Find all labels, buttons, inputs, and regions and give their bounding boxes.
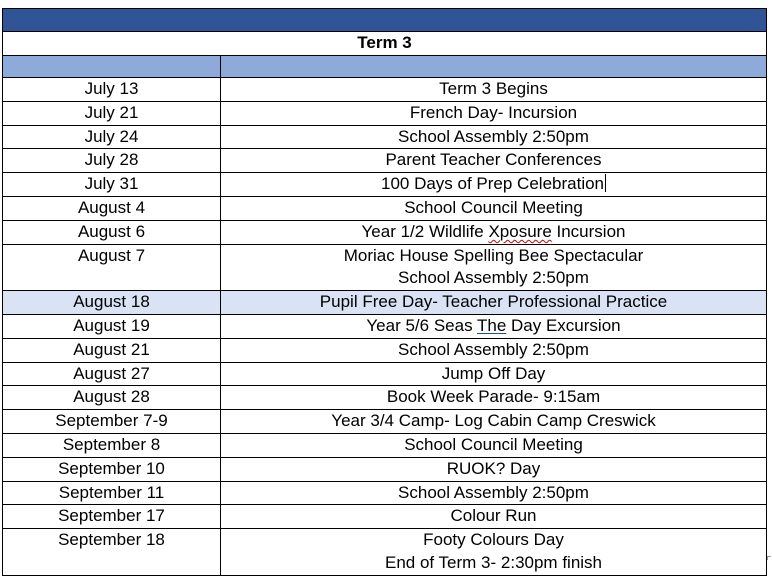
term-calendar-table	[2, 8, 767, 576]
date-cell[interactable]: July 21	[3, 101, 221, 125]
text-cursor	[605, 174, 606, 192]
date-cell[interactable]: August 6	[3, 220, 221, 244]
event-cell[interactable]: School Council Meeting	[221, 196, 767, 220]
event-cell[interactable]	[221, 314, 767, 338]
date-cell[interactable]: September 17	[3, 505, 221, 529]
table-row	[3, 220, 767, 244]
date-cell[interactable]: July 13	[3, 78, 221, 102]
grammar-flagged-word[interactable]: The	[476, 315, 507, 335]
table-row	[3, 457, 767, 481]
table-row	[3, 433, 767, 457]
table-row	[3, 173, 767, 197]
event-cell[interactable]: Parent Teacher Conferences	[221, 149, 767, 173]
event-cell[interactable]	[221, 220, 767, 244]
event-cell[interactable]: Colour Run	[221, 505, 767, 529]
date-cell[interactable]: August 4	[3, 196, 221, 220]
event-cell[interactable]: School Council Meeting	[221, 433, 767, 457]
event-line: Moriac House Spelling Bee Spectacular	[343, 245, 644, 265]
subheader-band-row	[3, 56, 767, 78]
subheader-cell-date[interactable]	[3, 56, 221, 78]
event-cell[interactable]: Book Week Parade- 9:15am	[221, 386, 767, 410]
table-row	[3, 101, 767, 125]
date-cell[interactable]: August 19	[3, 314, 221, 338]
date-cell[interactable]: July 24	[3, 125, 221, 149]
event-text: 100 Days of Prep Celebration	[380, 174, 605, 194]
event-cell[interactable]: French Day- Incursion	[221, 101, 767, 125]
table-row	[3, 410, 767, 434]
date-cell[interactable]: July 28	[3, 149, 221, 173]
event-cell[interactable]: Jump Off Day	[221, 362, 767, 386]
event-line: End of Term 3- 2:30pm finish	[384, 552, 602, 572]
table-resize-handle[interactable]	[767, 556, 771, 560]
date-cell[interactable]: September 11	[3, 481, 221, 505]
event-cell[interactable]: School Assembly 2:50pm	[221, 125, 767, 149]
table-row	[3, 314, 767, 338]
table-row	[3, 125, 767, 149]
event-text-part: Day Excursion	[506, 315, 621, 335]
table-row	[3, 338, 767, 362]
event-cell[interactable]: School Assembly 2:50pm	[221, 481, 767, 505]
event-text-part: Incursion	[551, 221, 626, 241]
event-cell[interactable]: Pupil Free Day- Teacher Professional Practice	[221, 291, 767, 315]
date-cell[interactable]: August 21	[3, 338, 221, 362]
date-cell[interactable]: August 7	[3, 244, 221, 291]
table-row	[3, 78, 767, 102]
event-line: Footy Colours Day	[423, 530, 564, 550]
date-cell[interactable]: September 7-9	[3, 410, 221, 434]
date-cell[interactable]: July 31	[3, 173, 221, 197]
table-row	[3, 244, 767, 291]
header-band	[3, 9, 767, 32]
spellcheck-flagged-word[interactable]: Xposure	[488, 221, 552, 241]
table-row	[3, 386, 767, 410]
event-cell[interactable]	[221, 244, 767, 291]
table-row	[3, 149, 767, 173]
table-row	[3, 505, 767, 529]
subheader-cell-event[interactable]	[221, 56, 767, 78]
table-row	[3, 362, 767, 386]
event-line: School Assembly 2:50pm	[398, 268, 589, 288]
table-row-highlighted	[3, 291, 767, 315]
event-cell[interactable]	[221, 529, 767, 576]
event-cell[interactable]: RUOK? Day	[221, 457, 767, 481]
date-cell[interactable]: September 18	[3, 529, 221, 576]
header-band-row	[3, 9, 767, 32]
table-row	[3, 529, 767, 576]
event-cell[interactable]	[221, 173, 767, 197]
title-row	[3, 32, 767, 56]
event-cell[interactable]: Term 3 Begins	[221, 78, 767, 102]
table-row	[3, 196, 767, 220]
event-cell[interactable]: Year 3/4 Camp- Log Cabin Camp Creswick	[221, 410, 767, 434]
date-cell[interactable]: August 18	[3, 291, 221, 315]
date-cell[interactable]: September 8	[3, 433, 221, 457]
date-cell[interactable]: September 10	[3, 457, 221, 481]
event-text-part: Year 5/6 Seas	[366, 315, 477, 335]
date-cell[interactable]: August 28	[3, 386, 221, 410]
table-row	[3, 481, 767, 505]
term-title[interactable]: Term 3	[3, 32, 767, 56]
date-cell[interactable]: August 27	[3, 362, 221, 386]
event-text-part: Year 1/2 Wildlife	[361, 221, 489, 241]
event-cell[interactable]: School Assembly 2:50pm	[221, 338, 767, 362]
